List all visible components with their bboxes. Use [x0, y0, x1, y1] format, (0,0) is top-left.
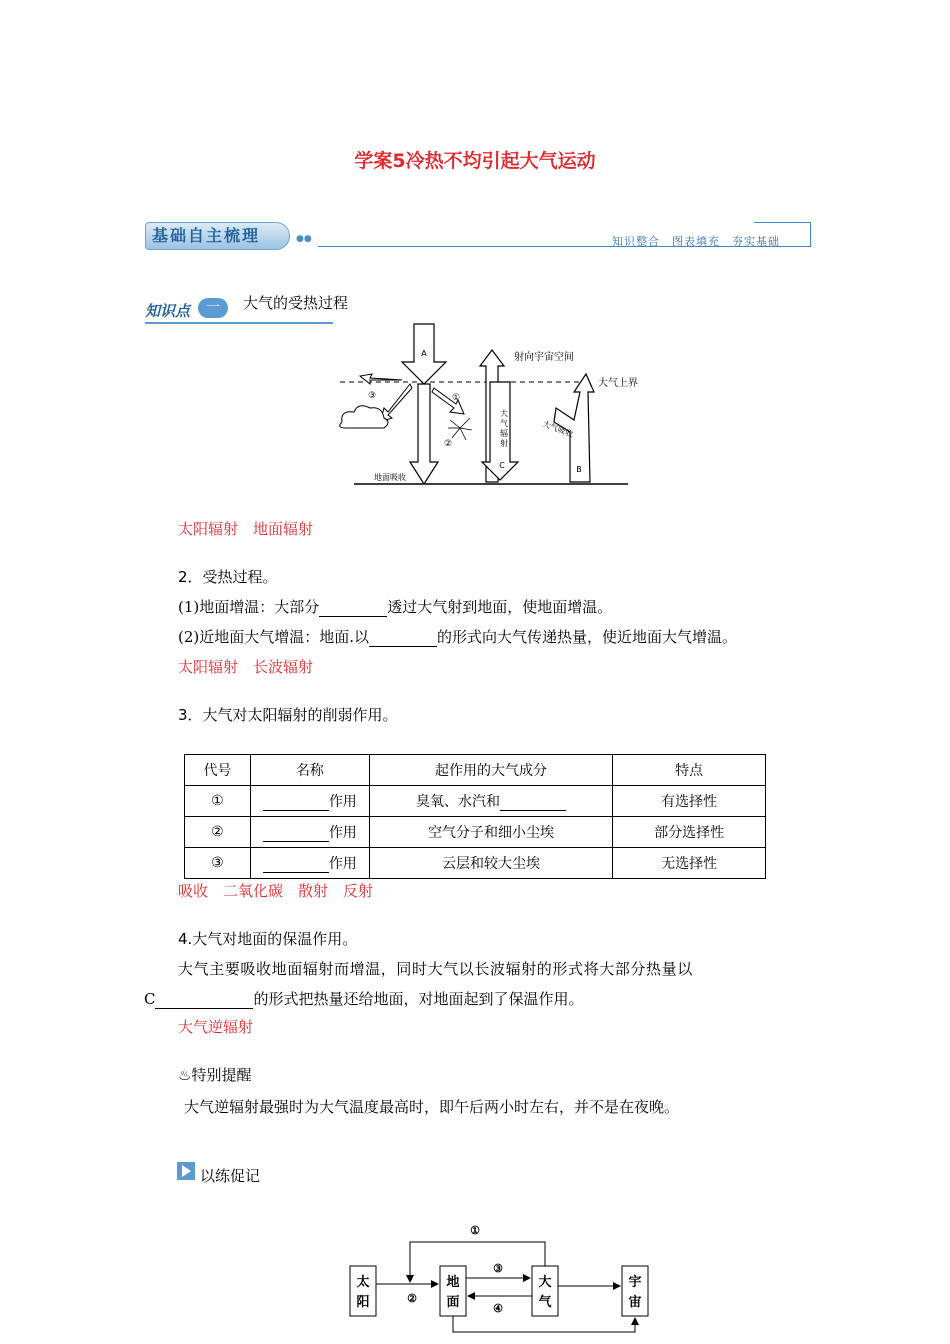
answer-3: 吸收 二氧化碳 散射 反射 — [178, 882, 374, 900]
row-name: 作用 — [250, 786, 369, 817]
arrow-loop-1 — [410, 1242, 545, 1282]
row-component: 臭氧、水汽和 — [369, 786, 613, 817]
num-1: ① — [452, 393, 461, 403]
banner-dots-icon: ●● — [296, 234, 312, 244]
weakening-table — [184, 754, 766, 879]
row-feature: 部分选择性 — [613, 817, 766, 848]
row-feature: 无选择性 — [613, 848, 766, 879]
row-code: ① — [185, 786, 251, 817]
para2-prefix: C — [144, 990, 156, 1008]
line2-prefix: (2)近地面大气增温：地面.以 — [178, 628, 370, 646]
row-component: 空气分子和细小尘埃 — [369, 817, 613, 848]
energy-flow-diagram — [340, 1214, 670, 1340]
blank-input[interactable] — [263, 858, 329, 873]
page-title: 学案5冷热不均引起大气运动 — [354, 150, 596, 172]
knowledge-point-title: 大气的受热过程 — [243, 294, 349, 312]
blank-input[interactable] — [500, 796, 566, 811]
table-row — [185, 786, 766, 817]
reminder-heading — [178, 1064, 251, 1085]
section-4-para-1: 大气主要吸收地面辐射而增温，同时大气以长波辐射的形式将大部分热量以 — [178, 960, 693, 978]
knowledge-point-underline — [145, 322, 333, 324]
answer-1: 太阳辐射 地面辐射 — [178, 520, 314, 538]
label-a: A — [421, 349, 427, 358]
atm-rad-2: 气 — [500, 419, 508, 428]
banner-subtitle: 知识整合 图表填充 夯实基础 — [612, 235, 780, 248]
label-c: C — [499, 461, 505, 470]
section-4-heading: 4.大气对地面的保温作用。 — [178, 930, 358, 948]
table-header: 名称 — [250, 755, 369, 786]
blank-input[interactable] — [263, 827, 329, 842]
arrow-ground-space — [453, 1316, 635, 1332]
table-row — [185, 848, 766, 879]
row-name: 作用 — [250, 817, 369, 848]
table-row — [185, 817, 766, 848]
label-b: B — [576, 465, 582, 474]
knowledge-point-number: 一 — [198, 298, 228, 318]
sun-2: 阳 — [356, 1295, 370, 1310]
para2-suffix: 的形式把热量还给地面，对地面起到了保温作用。 — [253, 990, 584, 1008]
ground-1: 地 — [446, 1275, 460, 1290]
arrow-reflect — [380, 384, 412, 422]
space-1: 宇 — [628, 1275, 642, 1290]
section-4-para-2 — [144, 988, 584, 1009]
play-icon — [177, 1162, 195, 1180]
row-component: 云层和较大尘埃 — [369, 848, 613, 879]
atmosphere-2: 气 — [538, 1295, 552, 1310]
num-3: ③ — [368, 391, 377, 401]
num-2: ② — [444, 439, 453, 449]
table-header: 起作用的大气成分 — [369, 755, 613, 786]
heating-process-diagram — [330, 322, 650, 492]
reminder-title: 特别提醒 — [191, 1066, 252, 1084]
practice-heading: 以练促记 — [200, 1167, 261, 1185]
table-header-row — [185, 755, 766, 786]
to-space-label: 射向宇宙空间 — [514, 352, 574, 363]
answer-4: 大气逆辐射 — [178, 1018, 254, 1036]
line2-suffix: 的形式向大气传递热量，使近地面大气增温。 — [437, 628, 738, 646]
space-2: 宙 — [628, 1295, 642, 1310]
section-2-line-2 — [178, 626, 737, 647]
reminder-text: 大气逆辐射最强时为大气温度最高时，即午后两小时左右，并不是在夜晚。 — [184, 1098, 680, 1116]
cloud-icon — [340, 406, 388, 428]
row-code: ② — [185, 817, 251, 848]
ground-absorb-label: 地面吸收 — [374, 473, 406, 482]
answer-2: 太阳辐射 长波辐射 — [178, 658, 314, 676]
knowledge-point-tag: 知识点 — [145, 302, 191, 320]
atmosphere-1: 大 — [538, 1275, 552, 1290]
fig2-num-4: ④ — [493, 1302, 503, 1315]
fig2-num-1: ① — [470, 1224, 480, 1237]
ground-2: 面 — [446, 1295, 460, 1310]
table-header: 代号 — [185, 755, 251, 786]
line1-suffix: 透过大气射到地面，使地面增温。 — [387, 598, 613, 616]
sun-1: 太 — [356, 1275, 370, 1290]
atm-rad-1: 大 — [500, 409, 508, 418]
row-code: ③ — [185, 848, 251, 879]
row-feature: 有选择性 — [613, 786, 766, 817]
fig2-num-3: ③ — [493, 1262, 503, 1275]
blank-input[interactable] — [369, 632, 437, 647]
atm-rad-3: 辐 — [500, 429, 508, 438]
fig2-num-2: ② — [407, 1292, 417, 1305]
table-header: 特点 — [613, 755, 766, 786]
hot-spring-icon: ♨ — [178, 1066, 192, 1084]
blank-input[interactable] — [319, 602, 387, 617]
atm-absorb-label: 大气吸收 — [541, 419, 575, 439]
section-2-heading: 2．受热过程。 — [178, 568, 278, 586]
section-2-line-1 — [178, 596, 612, 617]
section-banner-tag: 基础自主梳理 — [145, 222, 290, 250]
upper-boundary-label: 大气上界 — [598, 378, 638, 389]
atm-rad-4: 射 — [500, 439, 508, 448]
row-name: 作用 — [250, 848, 369, 879]
arrow-to-ground — [410, 384, 438, 484]
scatter-burst-icon — [448, 418, 472, 440]
blank-input[interactable] — [263, 796, 329, 811]
line1-prefix: (1)地面增温：大部分 — [178, 598, 320, 616]
blank-input[interactable] — [155, 994, 253, 1009]
section-3-heading: 3．大气对太阳辐射的削弱作用。 — [178, 706, 398, 724]
